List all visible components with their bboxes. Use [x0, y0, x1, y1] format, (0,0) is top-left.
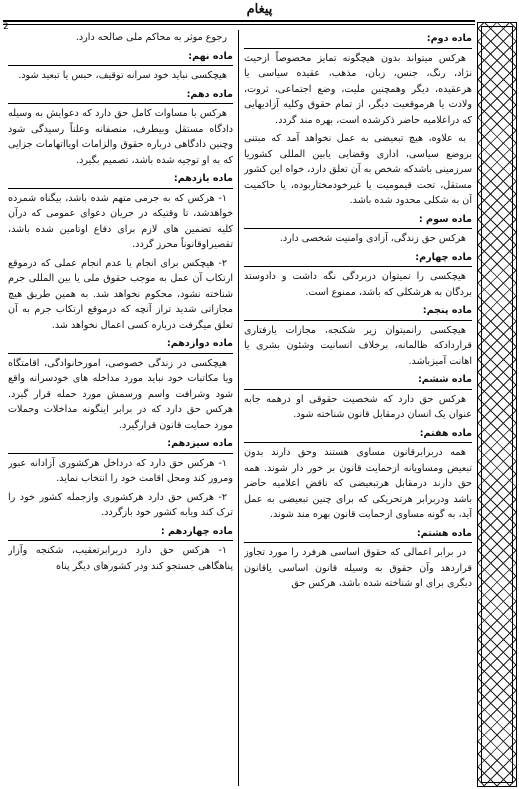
article-section — [8, 336, 233, 433]
article-paragraph: ۲- هیچکس برای انجام یا عدم انجام عملی که درموقع ارتکاب آن عمل به موجب حقوق ملی یا بین المللی جرم شناخته نشود، محکوم نخواهد شد. به همین طریق هیچ مجازاتی شدید تراز آنچه که درموقع ارتکاب جرم به آن تعلق میگرفت درباره کسی اعمال نخواهد شد. — [8, 257, 233, 331]
article-paragraph: هرکس حق زندگی، آزادی وامنیت شخصی دارد. — [279, 233, 466, 244]
article-section — [8, 30, 233, 46]
page-number: 2 — [3, 22, 9, 32]
article-section — [8, 49, 233, 84]
article-section — [244, 372, 472, 423]
article-section — [244, 426, 472, 523]
page-title: پیغام — [246, 2, 273, 17]
article-heading: ماده چهارم: — [244, 250, 472, 268]
article-section — [244, 212, 472, 247]
left-column — [8, 30, 233, 785]
article-heading: ماده هفتم: — [244, 426, 472, 444]
article-heading: ماده پنجم: — [244, 303, 472, 321]
right-column — [244, 30, 472, 785]
article-section — [8, 436, 233, 521]
article-paragraph: هیچکسی را نمیتوان دربردگی نگه داشت و دادوستد بردگان به هرشکلی که باشد، ممنوع است. — [244, 271, 472, 298]
article-heading: ماده دوم: — [244, 31, 472, 49]
article-paragraph: رجوع موثر به محاکم ملی صالحه دارد. — [75, 32, 227, 43]
article-section — [244, 31, 472, 209]
article-paragraph: همه دربرابرقانون مساوی هستند وحق دارند بدون تبعیض ومساویانه ازحمایت قانون بر خور دار شوند. همه حق دارند درمقابل هرتبعیضی که ناقض اعلامیه حاضر باشد ودربرابر هرتحریکی که برای چنین تبعیضی به عمل آید، به گونه مساوی ازحمایت قانون بهره مند شوند. — [244, 447, 472, 520]
article-heading: ماده دهم: — [8, 87, 233, 105]
article-paragraph: ۱- هرکس حق دارد که درداخل هرکشوری آزادانه عبور ومرور کند ومحل اقامت خود را انتخاب نماید. — [8, 457, 233, 484]
article-section — [244, 526, 472, 592]
article-paragraph: ۱- هرکس حق دارد دربرابرتعقیب، شکنجه وآزار پناهگاهی جستجو کند ودر کشورهای دیگر پناه — [8, 545, 233, 572]
article-heading: ماده دوازدهم: — [8, 336, 233, 354]
header-rule-thin — [3, 24, 475, 25]
article-section — [244, 250, 472, 301]
article-section — [244, 303, 472, 369]
article-paragraph: در برابر اعمالی که حقوق اساسی هرفرد را مورد تجاوز قراردهد وآن حقوق به وسیله قانون اساسی یاقانون دیگری برای او شناخته شده باشد، هرکس حق — [244, 547, 472, 589]
article-heading: ماده هشتم: — [244, 526, 472, 544]
article-heading: ماده ششم: — [244, 372, 472, 390]
header-rule — [3, 20, 475, 22]
article-section — [8, 171, 233, 333]
article-paragraph: ۲- هرکس حق دارد هرکشوری وازجمله کشور خود را ترک کند ویابه کشور خود بازگردد. — [8, 491, 233, 518]
article-paragraph: هیچکسی نباید خود سرانه توقیف، حبس یا تبعید شود. — [18, 70, 227, 81]
decorative-border — [477, 22, 517, 787]
article-section — [8, 87, 233, 169]
article-paragraph: ۱- هرکس که به جرمی متهم شده باشد، بیگناه شمرده خواهدشد، تا وقتیکه در جریان دعوای عمومی که درآن کلیه تضمین های لازم برای دفاع اوتامین شده باشد، تقصیراوقانوناً محرز گردد. — [8, 192, 233, 250]
article-heading: ماده نهم: — [8, 49, 233, 67]
column-divider — [238, 30, 239, 786]
article-heading: ماده سوم : — [244, 212, 472, 230]
article-paragraph: به علاوه، هیچ تبعیضی به عمل نخواهد آمد که مبتنی بروضع سیاسی، اداری وقضایی یابین المللی کشوریا سرزمینی باشدکه شخص به آن تعلق دارد، خواه این کشور مستقل، تحت قیمومیت یا غیرخودمختاربوده، یا حاکمیت آن به شکلی محدود شده باشد. — [244, 133, 472, 206]
article-heading: ماده چهاردهم : — [8, 524, 233, 542]
article-paragraph: هرکس حق دارد که شخصیت حقوقی او درهمه جابه عنوان یک انسان درمقابل قانون شناخته شود. — [244, 393, 472, 420]
article-section — [8, 524, 233, 575]
article-heading: ماده سیزدهم: — [8, 436, 233, 454]
article-paragraph: هیچکسی رانمیتوان زیر شکنجه، مجازات یارفتاری قراردادکه ظالمانه، برخلاف انسانیت وشئون بشری یا اهانت آمیزباشد. — [244, 324, 472, 367]
article-paragraph: هرکس میتواند بدون هیچگونه تمایز مخصوصاً ازحیث نژاد، رنگ، جنس، زبان، مذهب، عقیده سیاسی یا هرعقیده، دیگر وهمچنین ملیت، وضع اجتماعی، ثروت، ولادت یا هرموقعیت دیگر، از تمام حقوق وکلیه آزادیهایی که دراعلامیه حاضر ذکرشده است، بهره مند گردد. — [244, 52, 472, 126]
article-heading: ماده یازدهم: — [8, 171, 233, 189]
article-paragraph: هرکس با مساوات کامل حق دارد که دعوایش به وسیله دادگاه مستقل وبیطرف، منصفانه وعلناً رسیدگی شود وچنین دادگاهی درباره حقوق والزامات اویااتهامات جزایی که به او توجیه شده باشد، تصمیم بگیرد. — [8, 108, 233, 166]
article-paragraph: هیچکسی در زندگی خصوصی، امورخانوادگی، اقامتگاه ویا مکاتبات خود نباید مورد مداخله های خودسرانه واقع شود وشرافت واسم ورسمش مورد حمله قرار گیرد. هرکس حق دارد که در برابر اینگونه مداخلات وحملات مورد حمایت قانون قرارگیرد. — [8, 357, 233, 431]
